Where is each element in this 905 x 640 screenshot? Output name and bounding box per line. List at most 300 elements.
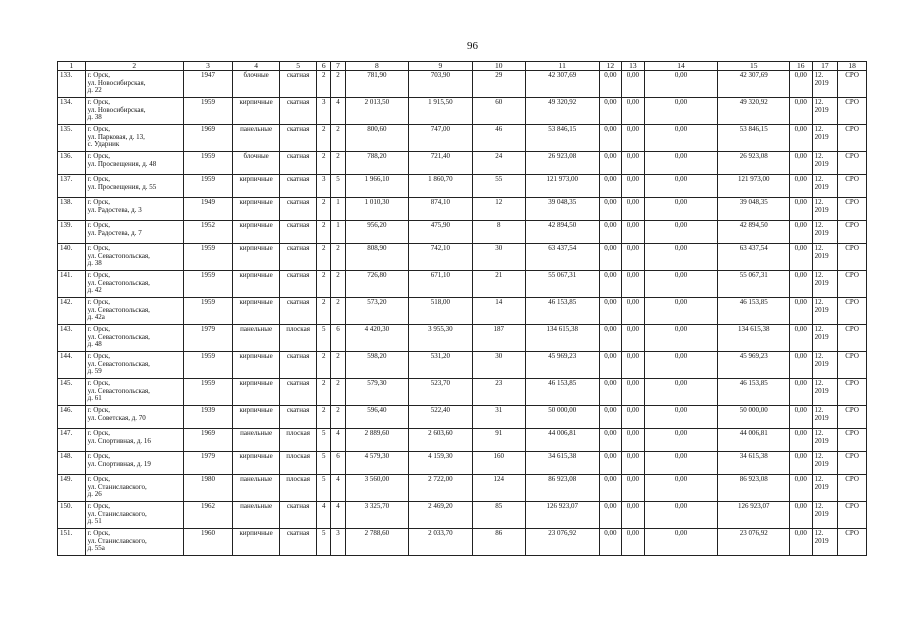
- cell-c4: кирпичные: [233, 271, 280, 298]
- cell-c1: 150.: [58, 502, 86, 529]
- cell-c6: 4: [317, 502, 331, 529]
- cell-c4: кирпичные: [233, 352, 280, 379]
- cell-c18: СРО: [838, 298, 867, 325]
- cell-c12: 0,00: [599, 198, 622, 221]
- cell-c7: 4: [331, 429, 345, 452]
- cell-c9: 4 159,30: [409, 452, 472, 475]
- cell-c17: [812, 152, 838, 175]
- address-line: д. 48: [87, 340, 102, 349]
- cell-c12: 0,00: [599, 352, 622, 379]
- cell-c17: [812, 125, 838, 152]
- cell-c5: скатная: [280, 221, 317, 244]
- cell-c6: 2: [317, 352, 331, 379]
- date-line: 12.: [814, 175, 824, 183]
- cell-c12: 0,00: [599, 152, 622, 175]
- cell-c15: 63 437,54: [718, 244, 790, 271]
- address-line: д. 42а: [87, 313, 105, 322]
- table-header-row: [58, 62, 867, 71]
- cell-c13: 0,00: [622, 71, 645, 98]
- address-line: д. 55а: [87, 544, 105, 553]
- cell-c18: СРО: [838, 502, 867, 529]
- cell-c8: 726,80: [345, 271, 408, 298]
- column-header-14: 14: [644, 62, 718, 71]
- cell-c4: блочные: [233, 152, 280, 175]
- cell-c16: 0,00: [790, 152, 813, 175]
- cell-c8: 781,90: [345, 71, 408, 98]
- cell-c9: 703,90: [409, 71, 472, 98]
- cell-c14: 0,00: [644, 325, 718, 352]
- cell-c6: 3: [317, 175, 331, 198]
- cell-c1: 138.: [58, 198, 86, 221]
- cell-c1: 142.: [58, 298, 86, 325]
- table-row: [58, 125, 867, 152]
- cell-c12: 0,00: [599, 221, 622, 244]
- cell-c8: 2 013,50: [345, 98, 408, 125]
- cell-c10: 60: [472, 98, 525, 125]
- date-line: 2019: [814, 205, 829, 214]
- cell-c9: 2 722,00: [409, 475, 472, 502]
- cell-c17: [812, 529, 838, 556]
- cell-c8: 800,60: [345, 125, 408, 152]
- cell-c8: 3 560,00: [345, 475, 408, 502]
- address-cell: [85, 298, 183, 325]
- cell-c4: кирпичные: [233, 98, 280, 125]
- cell-c14: 0,00: [644, 244, 718, 271]
- cell-c16: 0,00: [790, 406, 813, 429]
- date-line: 12.: [814, 98, 824, 106]
- cell-c14: 0,00: [644, 298, 718, 325]
- date-line: 2019: [814, 159, 829, 168]
- cell-c15: 39 048,35: [718, 198, 790, 221]
- cell-c16: 0,00: [790, 244, 813, 271]
- column-header-13: 13: [622, 62, 645, 71]
- cell-c6: 5: [317, 529, 331, 556]
- cell-c10: 30: [472, 244, 525, 271]
- cell-c15: 23 076,92: [718, 529, 790, 556]
- cell-c10: 8: [472, 221, 525, 244]
- address-line: ул. Радостева, д. 7: [87, 228, 142, 237]
- cell-c9: 747,00: [409, 125, 472, 152]
- cell-c1: 151.: [58, 529, 86, 556]
- cell-c7: 2: [331, 271, 345, 298]
- cell-c5: скатная: [280, 379, 317, 406]
- address-cell: [85, 475, 183, 502]
- address-line: ул. Севастопольская,: [87, 359, 150, 368]
- cell-c3: 1969: [183, 125, 232, 152]
- cell-c17: [812, 298, 838, 325]
- date-line: 12.: [814, 325, 824, 333]
- cell-c3: 1959: [183, 175, 232, 198]
- table-row: [58, 298, 867, 325]
- address-cell: [85, 452, 183, 475]
- cell-c18: СРО: [838, 452, 867, 475]
- cell-c12: 0,00: [599, 98, 622, 125]
- cell-c16: 0,00: [790, 452, 813, 475]
- cell-c3: 1959: [183, 244, 232, 271]
- address-line: г. Орск,: [87, 429, 111, 437]
- cell-c9: 671,10: [409, 271, 472, 298]
- date-line: 2019: [814, 386, 829, 395]
- cell-c17: [812, 244, 838, 271]
- cell-c11: 39 048,35: [525, 198, 599, 221]
- address-cell: [85, 406, 183, 429]
- address-line: г. Орск,: [87, 529, 111, 537]
- cell-c18: СРО: [838, 429, 867, 452]
- cell-c5: скатная: [280, 175, 317, 198]
- table-row: [58, 352, 867, 379]
- cell-c7: 2: [331, 152, 345, 175]
- cell-c18: СРО: [838, 379, 867, 406]
- address-cell: [85, 71, 183, 98]
- cell-c16: 0,00: [790, 352, 813, 379]
- cell-c5: плоская: [280, 325, 317, 352]
- address-line: ул. Спортивная, д. 16: [87, 436, 151, 445]
- address-line: д. 22: [87, 86, 102, 95]
- cell-c11: 49 320,92: [525, 98, 599, 125]
- cell-c14: 0,00: [644, 529, 718, 556]
- cell-c6: 2: [317, 125, 331, 152]
- cell-c14: 0,00: [644, 221, 718, 244]
- cell-c12: 0,00: [599, 244, 622, 271]
- cell-c7: 4: [331, 98, 345, 125]
- cell-c3: 1959: [183, 379, 232, 406]
- address-line: г. Орск,: [87, 379, 111, 387]
- cell-c18: СРО: [838, 475, 867, 502]
- cell-c10: 23: [472, 379, 525, 406]
- column-header-3: 3: [183, 62, 232, 71]
- cell-c3: 1979: [183, 452, 232, 475]
- address-line: г. Орск,: [87, 502, 111, 510]
- cell-c14: 0,00: [644, 271, 718, 298]
- cell-c11: 55 067,31: [525, 271, 599, 298]
- cell-c11: 46 153,85: [525, 379, 599, 406]
- cell-c14: 0,00: [644, 125, 718, 152]
- cell-c4: кирпичные: [233, 175, 280, 198]
- cell-c11: 34 615,38: [525, 452, 599, 475]
- cell-c1: 145.: [58, 379, 86, 406]
- cell-c7: 2: [331, 71, 345, 98]
- cell-c1: 137.: [58, 175, 86, 198]
- table-row: [58, 198, 867, 221]
- date-line: 12.: [814, 475, 824, 483]
- cell-c3: 1939: [183, 406, 232, 429]
- address-line: д. 38: [87, 259, 102, 268]
- address-line: ул. Севастопольская,: [87, 278, 150, 287]
- cell-c15: 45 969,23: [718, 352, 790, 379]
- address-line: г. Орск,: [87, 475, 111, 483]
- cell-c4: панельные: [233, 125, 280, 152]
- cell-c7: 4: [331, 475, 345, 502]
- address-cell: [85, 125, 183, 152]
- cell-c17: [812, 502, 838, 529]
- cell-c12: 0,00: [599, 125, 622, 152]
- column-header-1: 1: [58, 62, 86, 71]
- cell-c1: 148.: [58, 452, 86, 475]
- cell-c14: 0,00: [644, 379, 718, 406]
- table-row: [58, 429, 867, 452]
- cell-c10: 14: [472, 298, 525, 325]
- address-line: г. Орск,: [87, 298, 111, 306]
- cell-c8: 4 579,30: [345, 452, 408, 475]
- cell-c7: 4: [331, 502, 345, 529]
- cell-c1: 146.: [58, 406, 86, 429]
- cell-c11: 46 153,85: [525, 298, 599, 325]
- address-line: ул. Парковая, д. 13,: [87, 132, 145, 141]
- cell-c3: 1969: [183, 429, 232, 452]
- date-line: 12.: [814, 429, 824, 437]
- address-cell: [85, 379, 183, 406]
- cell-c17: [812, 175, 838, 198]
- address-line: г. Орск,: [87, 406, 111, 414]
- date-line: 12.: [814, 452, 824, 460]
- cell-c14: 0,00: [644, 198, 718, 221]
- address-line: ул. Станиславского,: [87, 536, 147, 545]
- cell-c15: 126 923,07: [718, 502, 790, 529]
- address-line: д. 26: [87, 490, 102, 499]
- cell-c18: СРО: [838, 125, 867, 152]
- cell-c9: 522,40: [409, 406, 472, 429]
- address-line: д. 42: [87, 286, 102, 295]
- cell-c1: 140.: [58, 244, 86, 271]
- cell-c16: 0,00: [790, 502, 813, 529]
- cell-c18: СРО: [838, 271, 867, 298]
- cell-c5: скатная: [280, 406, 317, 429]
- cell-c14: 0,00: [644, 71, 718, 98]
- cell-c4: кирпичные: [233, 379, 280, 406]
- address-cell: [85, 325, 183, 352]
- date-line: 2019: [814, 536, 829, 545]
- cell-c1: 139.: [58, 221, 86, 244]
- address-cell: [85, 152, 183, 175]
- table-row: [58, 529, 867, 556]
- cell-c18: СРО: [838, 198, 867, 221]
- column-header-16: 16: [790, 62, 813, 71]
- cell-c4: кирпичные: [233, 406, 280, 429]
- cell-c16: 0,00: [790, 198, 813, 221]
- cell-c10: 30: [472, 352, 525, 379]
- cell-c6: 5: [317, 429, 331, 452]
- address-line: г. Орск,: [87, 244, 111, 252]
- cell-c10: 29: [472, 71, 525, 98]
- cell-c11: 45 969,23: [525, 352, 599, 379]
- cell-c7: 5: [331, 175, 345, 198]
- cell-c15: 34 615,38: [718, 452, 790, 475]
- address-cell: [85, 244, 183, 271]
- cell-c9: 518,00: [409, 298, 472, 325]
- cell-c11: 26 923,08: [525, 152, 599, 175]
- date-line: 2019: [814, 78, 829, 87]
- address-line: с. Ударник: [87, 140, 120, 149]
- cell-c9: 523,70: [409, 379, 472, 406]
- address-line: г. Орск,: [87, 271, 111, 279]
- address-cell: [85, 198, 183, 221]
- cell-c13: 0,00: [622, 298, 645, 325]
- column-header-10: 10: [472, 62, 525, 71]
- cell-c11: 63 437,54: [525, 244, 599, 271]
- table-row: [58, 98, 867, 125]
- date-line: 12.: [814, 221, 824, 229]
- table-body: [58, 71, 867, 556]
- date-line: 12.: [814, 529, 824, 537]
- date-line: 2019: [814, 182, 829, 191]
- address-line: ул. Просвещения, д. 48: [87, 159, 157, 168]
- address-line: д. 61: [87, 394, 102, 403]
- address-cell: [85, 271, 183, 298]
- cell-c5: плоская: [280, 452, 317, 475]
- cell-c15: 121 973,00: [718, 175, 790, 198]
- cell-c10: 21: [472, 271, 525, 298]
- cell-c10: 85: [472, 502, 525, 529]
- cell-c1: 134.: [58, 98, 86, 125]
- cell-c7: 1: [331, 198, 345, 221]
- cell-c5: плоская: [280, 475, 317, 502]
- cell-c16: 0,00: [790, 379, 813, 406]
- cell-c11: 42 307,69: [525, 71, 599, 98]
- cell-c12: 0,00: [599, 452, 622, 475]
- cell-c13: 0,00: [622, 198, 645, 221]
- address-line: д. 51: [87, 517, 102, 526]
- cell-c15: 86 923,08: [718, 475, 790, 502]
- table-row: [58, 152, 867, 175]
- cell-c1: 135.: [58, 125, 86, 152]
- cell-c10: 91: [472, 429, 525, 452]
- date-line: 2019: [814, 251, 829, 260]
- cell-c11: 23 076,92: [525, 529, 599, 556]
- cell-c11: 44 006,81: [525, 429, 599, 452]
- cell-c11: 50 000,00: [525, 406, 599, 429]
- date-line: 2019: [814, 132, 829, 141]
- date-line: 2019: [814, 359, 829, 368]
- cell-c14: 0,00: [644, 352, 718, 379]
- cell-c17: [812, 379, 838, 406]
- cell-c6: 2: [317, 271, 331, 298]
- cell-c8: 788,20: [345, 152, 408, 175]
- table-row: [58, 271, 867, 298]
- address-line: ул. Севастопольская,: [87, 332, 150, 341]
- column-header-11: 11: [525, 62, 599, 71]
- cell-c10: 24: [472, 152, 525, 175]
- column-header-4: 4: [233, 62, 280, 71]
- address-line: ул. Севастопольская,: [87, 386, 150, 395]
- date-line: 12.: [814, 502, 824, 510]
- cell-c15: 42 307,69: [718, 71, 790, 98]
- date-line: 12.: [814, 71, 824, 79]
- cell-c5: скатная: [280, 98, 317, 125]
- cell-c15: 134 615,38: [718, 325, 790, 352]
- cell-c11: 42 894,50: [525, 221, 599, 244]
- cell-c10: 86: [472, 529, 525, 556]
- address-cell: [85, 429, 183, 452]
- table-row: [58, 406, 867, 429]
- table-row: [58, 502, 867, 529]
- cell-c8: 573,20: [345, 298, 408, 325]
- address-line: ул. Севастопольская,: [87, 305, 150, 314]
- cell-c10: 187: [472, 325, 525, 352]
- cell-c6: 2: [317, 198, 331, 221]
- table-row: [58, 475, 867, 502]
- cell-c12: 0,00: [599, 298, 622, 325]
- cell-c16: 0,00: [790, 298, 813, 325]
- cell-c15: 44 006,81: [718, 429, 790, 452]
- cell-c14: 0,00: [644, 502, 718, 529]
- cell-c13: 0,00: [622, 244, 645, 271]
- cell-c14: 0,00: [644, 475, 718, 502]
- cell-c13: 0,00: [622, 452, 645, 475]
- cell-c13: 0,00: [622, 529, 645, 556]
- cell-c11: 86 923,08: [525, 475, 599, 502]
- cell-c14: 0,00: [644, 429, 718, 452]
- cell-c6: 3: [317, 98, 331, 125]
- cell-c17: [812, 98, 838, 125]
- cell-c6: 2: [317, 298, 331, 325]
- cell-c3: 1979: [183, 325, 232, 352]
- table-row: [58, 325, 867, 352]
- cell-c12: 0,00: [599, 475, 622, 502]
- cell-c11: 134 615,38: [525, 325, 599, 352]
- cell-c11: 53 846,15: [525, 125, 599, 152]
- column-header-12: 12: [599, 62, 622, 71]
- column-header-7: 7: [331, 62, 345, 71]
- address-line: ул. Спортивная, д. 19: [87, 459, 151, 468]
- cell-c16: 0,00: [790, 175, 813, 198]
- cell-c15: 26 923,08: [718, 152, 790, 175]
- cell-c6: 2: [317, 379, 331, 406]
- cell-c4: панельные: [233, 475, 280, 502]
- cell-c10: 46: [472, 125, 525, 152]
- address-line: ул. Советская, д. 70: [87, 413, 146, 422]
- cell-c13: 0,00: [622, 406, 645, 429]
- cell-c13: 0,00: [622, 221, 645, 244]
- cell-c15: 42 894,50: [718, 221, 790, 244]
- cell-c10: 55: [472, 175, 525, 198]
- cell-c4: кирпичные: [233, 244, 280, 271]
- cell-c9: 2 603,60: [409, 429, 472, 452]
- cell-c15: 55 067,31: [718, 271, 790, 298]
- cell-c3: 1962: [183, 502, 232, 529]
- cell-c8: 1 966,10: [345, 175, 408, 198]
- table-row: [58, 221, 867, 244]
- cell-c10: 12: [472, 198, 525, 221]
- cell-c5: скатная: [280, 352, 317, 379]
- cell-c16: 0,00: [790, 325, 813, 352]
- cell-c9: 2 469,20: [409, 502, 472, 529]
- column-header-6: 6: [317, 62, 331, 71]
- cell-c13: 0,00: [622, 175, 645, 198]
- cell-c1: 144.: [58, 352, 86, 379]
- address-cell: [85, 502, 183, 529]
- cell-c4: кирпичные: [233, 452, 280, 475]
- cell-c8: 2 788,60: [345, 529, 408, 556]
- cell-c4: панельные: [233, 502, 280, 529]
- cell-c15: 49 320,92: [718, 98, 790, 125]
- cell-c9: 721,40: [409, 152, 472, 175]
- cell-c17: [812, 452, 838, 475]
- cell-c8: 3 325,70: [345, 502, 408, 529]
- cell-c6: 5: [317, 475, 331, 502]
- cell-c13: 0,00: [622, 271, 645, 298]
- column-header-2: 2: [85, 62, 183, 71]
- cell-c17: [812, 352, 838, 379]
- cell-c16: 0,00: [790, 125, 813, 152]
- address-line: г. Орск,: [87, 198, 111, 206]
- cell-c13: 0,00: [622, 152, 645, 175]
- cell-c9: 475,90: [409, 221, 472, 244]
- cell-c7: 2: [331, 298, 345, 325]
- cell-c17: [812, 475, 838, 502]
- cell-c16: 0,00: [790, 71, 813, 98]
- cell-c18: СРО: [838, 221, 867, 244]
- cell-c3: 1959: [183, 352, 232, 379]
